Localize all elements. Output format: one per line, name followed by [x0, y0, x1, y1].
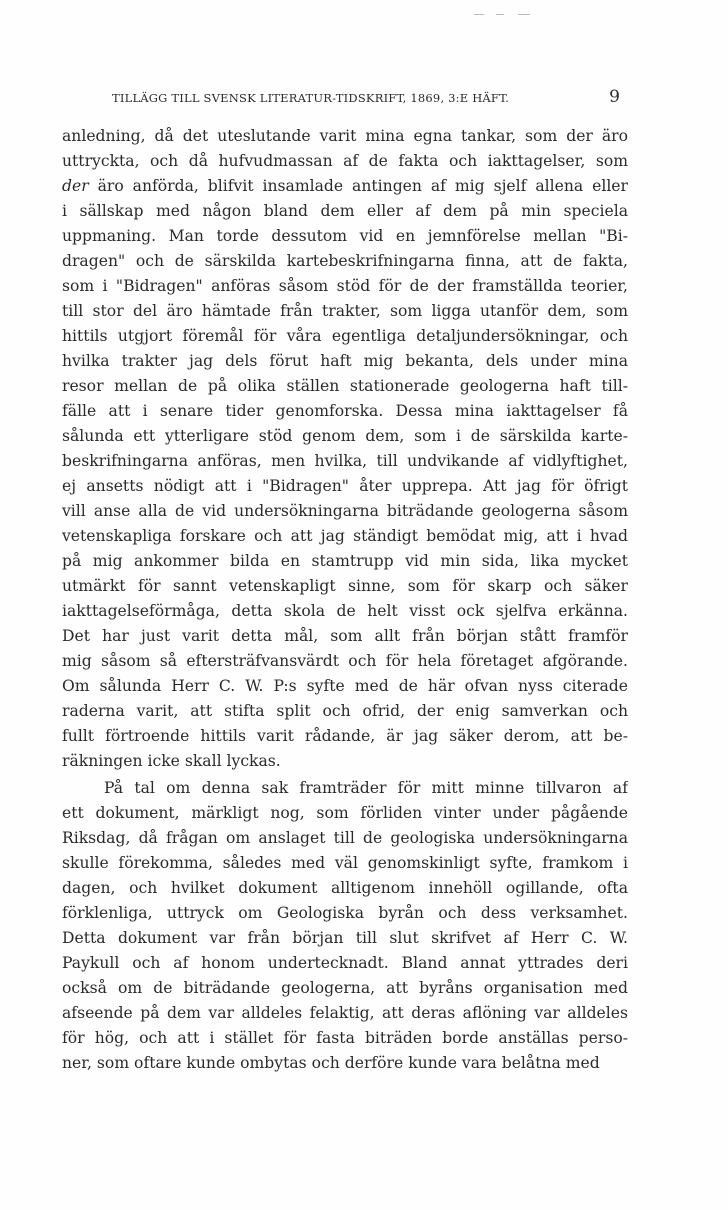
line-text: räkningen icke skall lyckas. — [62, 752, 281, 770]
text-line — [62, 749, 628, 774]
line-text: ej ansetts nödigt att i "Bidragen" åter upprepa. Att jag för öfrigt — [62, 477, 628, 495]
text-line — [62, 851, 628, 876]
text-line — [62, 801, 628, 826]
line-text: Om sålunda Herr C. W. P:s syfte med de här ofvan nyss citerade — [62, 677, 628, 695]
line-text: Det har just varit detta mål, som allt från början stått framför — [62, 627, 628, 645]
line-text: förklenliga, uttryck om Geologiska byrån och dess verksamhet. — [62, 904, 628, 922]
text-line — [62, 499, 628, 524]
header-title: TILLÄGG TILL SVENSK LITERATUR-TIDSKRIFT, 1869, 3:E HÄFT. — [112, 91, 510, 105]
text-line — [62, 876, 628, 901]
text-line — [62, 901, 628, 926]
line-text: som i "Bidragen" anföras såsom stöd för de der framställda teorier, — [62, 277, 628, 295]
line-text: iakttagelseförmåga, detta skola de helt visst ock sjelfva erkänna. — [62, 602, 628, 620]
text-line — [62, 199, 628, 224]
line-text: mig såsom så eftersträfvansvärdt och för hela företaget afgörande. — [62, 652, 628, 670]
line-text: fullt förtroende hittils varit rådande, är jag säker derom, att be- — [62, 727, 628, 745]
line-text: uttryckta, och då hufvudmassan af de fakta och iakttagelser, som — [62, 152, 628, 170]
emphasized-word: der — [62, 177, 89, 195]
line-text: skulle förekomma, således med väl genomskinligt syfte, framkom i — [62, 854, 628, 872]
line-text: till stor del äro hämtade från trakter, som ligga utanför dem, som — [62, 302, 628, 320]
scan-specks — [474, 14, 544, 16]
line-text: På tal om denna sak framträder för mitt minne tillvaron af — [104, 779, 628, 797]
running-header — [112, 88, 624, 110]
line-text: afseende på dem var alldeles felaktig, att deras aflöning var alldeles — [62, 1004, 628, 1022]
text-line — [62, 776, 628, 801]
text-line — [62, 574, 628, 599]
text-line — [62, 324, 628, 349]
text-line — [62, 524, 628, 549]
body-text — [62, 124, 628, 1076]
line-text: Detta dokument var från början till slut skrifvet af Herr C. W. — [62, 929, 628, 947]
line-text: sålunda ett ytterligare stöd genom dem, som i de särskilda karte- — [62, 427, 628, 445]
text-line — [62, 174, 628, 199]
text-line — [62, 224, 628, 249]
line-text: äro anförda, blifvit insamlade antingen af mig sjelf allena eller — [88, 177, 628, 195]
line-text: på mig ankommer bilda en stamtrupp vid min sida, lika mycket — [62, 552, 628, 570]
line-text: raderna varit, att stifta split och ofrid, der enig samverkan och — [62, 702, 628, 720]
text-line — [62, 951, 628, 976]
line-text: för hög, och att i stället för fasta biträden borde anställas perso- — [62, 1029, 628, 1047]
line-text: resor mellan de på olika ställen stationerade geologerna haft till- — [62, 377, 628, 395]
text-line — [62, 724, 628, 749]
text-line — [62, 299, 628, 324]
text-line — [62, 1001, 628, 1026]
line-text: ett dokument, märkligt nog, som förliden vinter under pågående — [62, 804, 628, 822]
text-line — [62, 274, 628, 299]
line-text: beskrifningarna anföras, men hvilka, till undvikande af vidlyftighet, — [62, 452, 628, 470]
line-text: vetenskapliga forskare och att jag ständigt bemödat mig, att i hvad — [62, 527, 628, 545]
line-text: Riksdag, då frågan om anslaget till de geologiska undersökningarna — [62, 829, 628, 847]
line-text: i sällskap med någon bland dem eller af dem på min speciela — [62, 202, 628, 220]
text-line — [62, 149, 628, 174]
line-text: uppmaning. Man torde dessutom vid en jemnförelse mellan "Bi- — [62, 227, 628, 245]
text-line — [62, 599, 628, 624]
line-text: fälle att i senare tider genomforska. Dessa mina iakttagelser få — [62, 402, 628, 420]
line-text: dagen, och hvilket dokument alltigenom innehöll ogillande, ofta — [62, 879, 628, 897]
line-text: utmärkt för sannt vetenskapligt sinne, som för skarp och säker — [62, 577, 628, 595]
text-line — [62, 449, 628, 474]
text-line — [62, 474, 628, 499]
text-line — [62, 1026, 628, 1051]
text-line — [62, 674, 628, 699]
text-line — [62, 826, 628, 851]
text-line — [62, 124, 628, 149]
text-line — [62, 349, 628, 374]
line-text: hittils utgjort föremål för våra egentliga detaljundersökningar, och — [62, 327, 628, 345]
text-line — [62, 624, 628, 649]
text-line — [62, 699, 628, 724]
line-text: anledning, då det uteslutande varit mina egna tankar, som der äro — [62, 127, 628, 145]
text-line — [62, 424, 628, 449]
line-text: vill anse alla de vid undersökningarna biträdande geologerna såsom — [62, 502, 628, 520]
text-line — [62, 1051, 628, 1076]
text-line — [62, 399, 628, 424]
text-line — [62, 549, 628, 574]
text-line — [62, 926, 628, 951]
line-text: dragen" och de särskilda kartebeskrifningarna finna, att de fakta, — [62, 252, 628, 270]
text-line — [62, 374, 628, 399]
page-number: 9 — [609, 87, 620, 107]
paragraph — [62, 776, 628, 1076]
line-text: hvilka trakter jag dels förut haft mig bekanta, dels under mina — [62, 352, 628, 370]
line-text: ner, som oftare kunde ombytas och derföre kunde vara belåtna med — [62, 1054, 600, 1072]
text-line — [62, 649, 628, 674]
text-line — [62, 249, 628, 274]
line-text: Paykull och af honom undertecknadt. Bland annat yttrades deri — [62, 954, 628, 972]
paragraph — [62, 124, 628, 774]
line-text: också om de biträdande geologerna, att byråns organisation med — [62, 979, 628, 997]
text-line — [62, 976, 628, 1001]
